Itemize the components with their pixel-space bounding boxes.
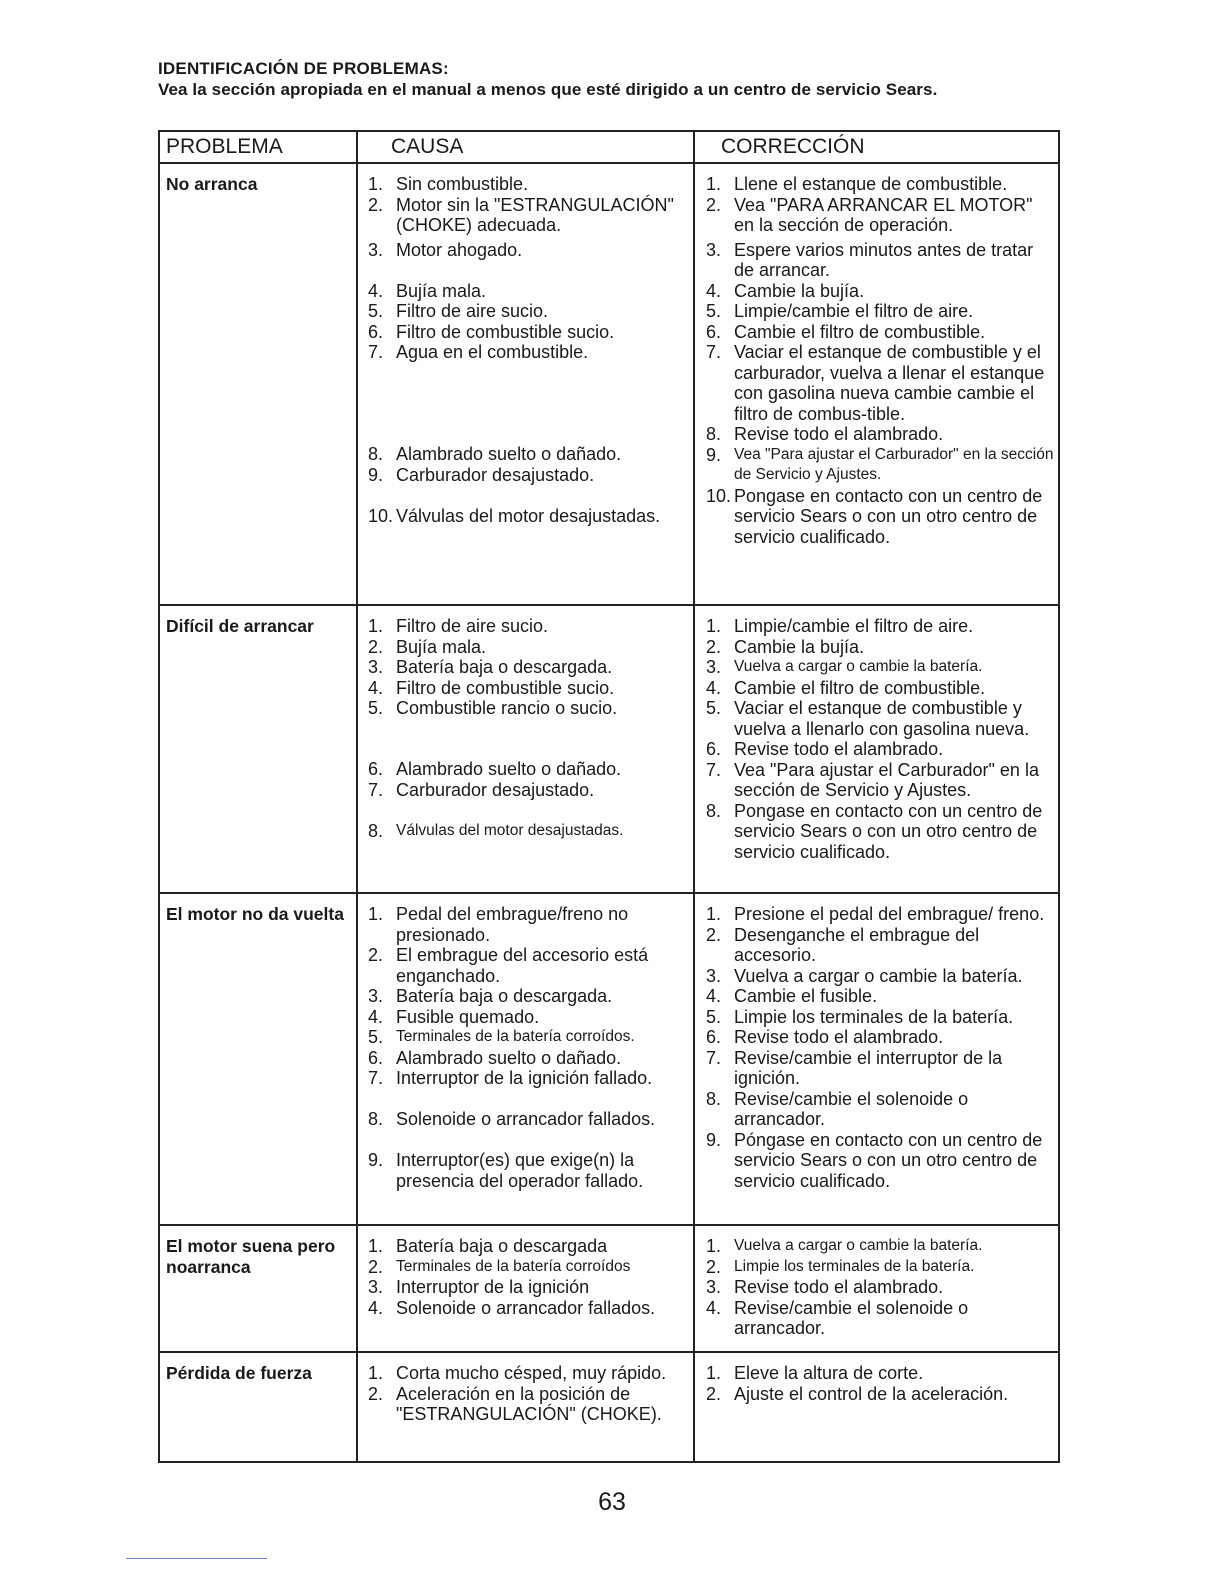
page-header [158, 58, 1058, 100]
section-subtitle: Vea la sección apropiada en el manual a menos que esté dirigido a un centro de servicio Sears. [158, 80, 938, 99]
corrections-cell [694, 605, 1059, 893]
list-item: 4. Fusible quemado. [368, 1006, 540, 1027]
causes-cell [357, 163, 694, 605]
list-item: 1. Vuelva a cargar o cambie la batería. [706, 1236, 983, 1256]
list-item: 6. Revise todo el alambrado. [706, 739, 944, 759]
table-row [159, 893, 1059, 1225]
list-item: 9. Vea "Para ajustar el Carburador" en la sección de Servicio y Ajustes. [706, 444, 1054, 483]
list-item: 6. Alambrado suelto o dañado. [368, 1047, 622, 1068]
list-item: 8. Alambrado suelto o dañado. [368, 444, 622, 464]
causes-cell [357, 893, 694, 1225]
list-item: 5. Combustible rancio o sucio. [368, 698, 618, 718]
page-number: 63 [598, 1488, 626, 1516]
list-item: 7. Vaciar el estanque de combustible y el carburador, vuelva a llenar el estanque con gasolina nueva cambie cambie el filtro de combus-tible. [706, 342, 1045, 424]
list-item: 6. Alambrado suelto o dañado. [368, 759, 622, 779]
problem-cell: No arranca [159, 163, 357, 605]
list-item: 2. Aceleración en la posición de "ESTRANGULACIÓN" (CHOKE). [368, 1383, 662, 1424]
list-item: 1. Eleve la altura de corte. [706, 1363, 924, 1383]
list-item: 9. Carburador desajustado. [368, 464, 595, 485]
list-item: 1. Pedal del embrague/freno no presionado. [368, 904, 629, 945]
list-item: 4. Bujía mala. [368, 280, 487, 301]
section-title: IDENTIFICACIÓN DE PROBLEMAS: [158, 59, 449, 78]
list-item: 8. Solenoide o arrancador fallados. [368, 1109, 656, 1129]
list-item: 2. Limpie los terminales de la batería. [706, 1256, 975, 1277]
list-item: 2. Cambie la bujía. [706, 636, 865, 657]
list-item: 2. Ajuste el control de la aceleración. [706, 1383, 1009, 1404]
list-item: 5. Limpie/cambie el filtro de aire. [706, 301, 974, 321]
list-item: 4. Solenoide o arrancador fallados. [368, 1297, 656, 1318]
list-item: 7. Revise/cambie el interruptor de la ignición. [706, 1047, 1003, 1088]
list-item: 5. Terminales de la batería corroídos. [368, 1027, 635, 1047]
list-item: 5. Limpie los terminales de la batería. [706, 1006, 1014, 1027]
list-item: 3. Interruptor de la ignición [368, 1277, 590, 1297]
list-item: 5. Filtro de aire sucio. [368, 301, 549, 321]
list-item: 2. Vea "PARA ARRANCAR EL MOTOR" en la sección de operación. [706, 194, 1033, 235]
list-item: 9. Interruptor(es) que exige(n) la presencia del operador fallado. [368, 1150, 644, 1191]
list-item: 8. Revise/cambie el solenoide o arrancador. [706, 1088, 969, 1129]
causes-cell [357, 1352, 694, 1462]
list-item: 5. Vaciar el estanque de combustible y vuelva a llenarlo con gasolina nueva. [706, 698, 1030, 739]
problem-cell: Pérdida de fuerza [159, 1352, 357, 1462]
list-item: 9. Póngase en contacto con un centro de servicio Sears o con un otro centro de servicio cualificado. [706, 1129, 1043, 1191]
list-item: 8. Pongase en contacto con un centro de servicio Sears o con un otro centro de servicio cualificado. [706, 800, 1043, 862]
footer-rule [126, 1558, 267, 1559]
troubleshooting-table [158, 130, 1060, 1463]
list-item: 3. Vuelva a cargar o cambie la batería. [706, 657, 983, 677]
list-item: 10. Pongase en contacto con un centro de servicio Sears o con un otro centro de servicio cualificado. [706, 485, 1043, 547]
list-item: 3. Revise todo el alambrado. [706, 1277, 944, 1297]
list-item: 7. Carburador desajustado. [368, 779, 595, 800]
problem-cell: Difícil de arrancar [159, 605, 357, 893]
list-item: 8. Revise todo el alambrado. [706, 424, 944, 444]
list-item: 4. Cambie el filtro de combustible. [706, 677, 986, 698]
list-item: 1. Filtro de aire sucio. [368, 616, 549, 636]
problem-cell: El motor no da vuelta [159, 893, 357, 1225]
list-item: 1. Corta mucho césped, muy rápido. [368, 1363, 667, 1383]
list-item: 1. Presione el pedal del embrague/ freno. [706, 904, 1045, 924]
list-item: 4. Cambie el fusible. [706, 986, 878, 1006]
problem-cell: El motor suena pero noarranca [159, 1225, 357, 1352]
corrections-cell [694, 1225, 1059, 1352]
list-item: 1. Sin combustible. [368, 174, 529, 194]
corrections-cell [694, 893, 1059, 1225]
column-header-cause: CAUSA [357, 131, 694, 163]
list-item: 6. Filtro de combustible sucio. [368, 321, 615, 342]
column-header-problem: PROBLEMA [159, 131, 357, 163]
list-item: 2. Desenganche el embrague del accesorio. [706, 924, 980, 965]
table-header-row [159, 131, 1059, 163]
column-header-correction: CORRECCIÓN [694, 131, 1059, 163]
list-item: 2. Motor sin la "ESTRANGULACIÓN" (CHOKE) adecuada. [368, 194, 674, 235]
list-item: 1. Llene el estanque de combustible. [706, 174, 1008, 194]
corrections-cell [694, 1352, 1059, 1462]
list-item: 3. Motor ahogado. [368, 239, 523, 260]
list-item: 2. Bujía mala. [368, 636, 487, 657]
causes-cell [357, 605, 694, 893]
list-item: 7. Vea "Para ajustar el Carburador" en la sección de Servicio y Ajustes. [706, 759, 1039, 800]
list-item: 3. Vuelva a cargar o cambie la batería. [706, 965, 1023, 986]
list-item: 8. Válvulas del motor desajustadas. [368, 820, 624, 841]
list-item: 2. El embrague del accesorio está enganchado. [368, 945, 649, 986]
corrections-cell [694, 163, 1059, 605]
causes-cell [357, 1225, 694, 1352]
list-item: 1. Batería baja o descargada [368, 1236, 608, 1256]
table-row [159, 1225, 1059, 1352]
list-item: 4. Filtro de combustible sucio. [368, 677, 615, 698]
list-item: 10. Válvulas del motor desajustadas. [368, 505, 661, 526]
list-item: 4. Cambie la bujía. [706, 280, 865, 301]
table-row [159, 163, 1059, 605]
list-item: 3. Batería baja o descargada. [368, 986, 613, 1006]
list-item: 2. Terminales de la batería corroídos [368, 1256, 631, 1277]
table-row [159, 605, 1059, 893]
list-item: 1. Limpie/cambie el filtro de aire. [706, 616, 974, 636]
list-item: 3. Espere varios minutos antes de tratar de arrancar. [706, 239, 1034, 280]
list-item: 6. Revise todo el alambrado. [706, 1027, 944, 1047]
list-item: 4. Revise/cambie el solenoide o arrancador. [706, 1297, 969, 1338]
table-row [159, 1352, 1059, 1462]
list-item: 7. Agua en el combustible. [368, 342, 589, 362]
list-item: 7. Interruptor de la ignición fallado. [368, 1068, 653, 1088]
list-item: 3. Batería baja o descargada. [368, 657, 613, 677]
list-item: 6. Cambie el filtro de combustible. [706, 321, 986, 342]
